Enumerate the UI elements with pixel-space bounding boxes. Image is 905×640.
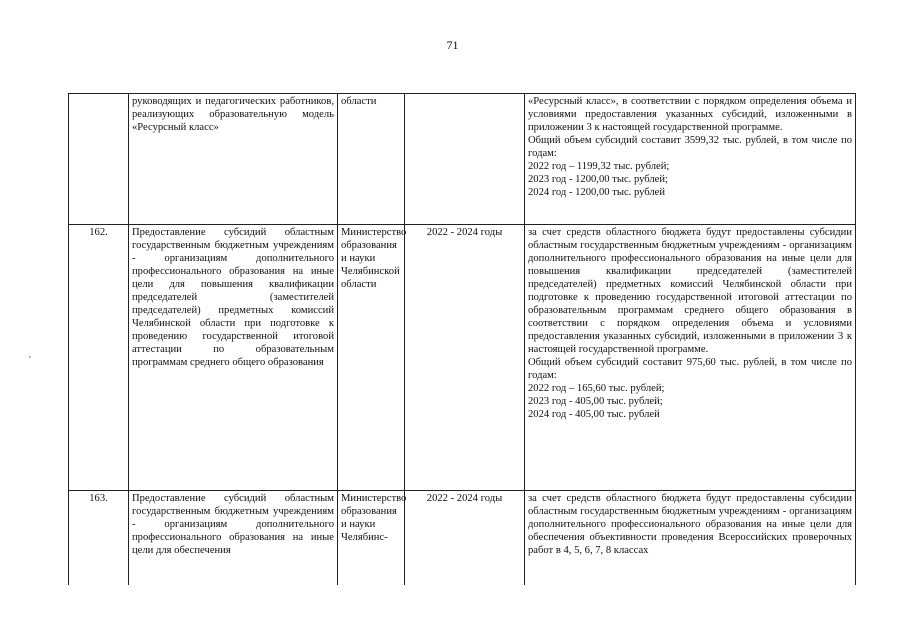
- row-number: 162.: [69, 225, 129, 491]
- row-number: [69, 94, 129, 225]
- measure-description: [525, 94, 856, 225]
- measure-name: Предоставление субсидий областным государственным бюджетным учреждениям - организациям дополнительного профессионального образования на иные цели для повышения квалификации председателей (заместителей председателей) предметных комиссий Челябинской области при подготовке к проведению государственной итоговой аттестации по образовательным программам среднего общего образования: [129, 225, 338, 491]
- table-row: [69, 491, 856, 585]
- program-table: [68, 93, 856, 585]
- row-number: 163.: [69, 491, 129, 585]
- description-line: за счет средств областного бюджета будут предоставлены субсидии областным государственным бюджетным учреждениям - организациям дополнительного профессионального образования на иные цели для повышения квалификации председателей (заместителей председателей) предметных комиссий Челябинской области при подготовке к проведению государственной итоговой аттестации по образовательным программам среднего общего образования в соответствии с порядком определения объема и условиями предоставления указанных субсидий, изложенными в приложении 3 к настоящей государственной программе.: [528, 227, 852, 355]
- measure-name: Предоставление субсидий областным государственным бюджетным учреждениям - организациям дополнительного профессионального образования на иные цели для обеспечения: [129, 491, 338, 585]
- description-line: 2022 год – 165,60 тыс. рублей;: [528, 383, 665, 394]
- description-line: за счет средств областного бюджета будут предоставлены субсидии областным государственным бюджетным учреждениям - организациям дополнительного профессионального образования на иные цели для обеспечения объективности проведения Всероссийских проверочных работ в 4, 5, 6, 7, 8 классах: [528, 493, 852, 556]
- description-line: 2022 год – 1199,32 тыс. рублей;: [528, 161, 670, 172]
- period: [405, 94, 525, 225]
- margin-mark: ': [29, 355, 31, 366]
- executor: Министерство образования и науки Челябинс-: [338, 491, 405, 585]
- description-line: Общий объем субсидий составит 975,60 тыс. рублей, в том числе по годам:: [528, 357, 852, 381]
- table-row: [69, 225, 856, 491]
- executor: Министерство образования и науки Челябинской области: [338, 225, 405, 491]
- period: 2022 - 2024 годы: [405, 491, 525, 585]
- measure-description: [525, 225, 856, 491]
- period: 2022 - 2024 годы: [405, 225, 525, 491]
- measure-name: руководящих и педагогических работников, реализующих образовательную модель «Ресурсный класс»: [129, 94, 338, 225]
- description-line: Общий объем субсидий составит 3599,32 тыс. рублей, в том числе по годам:: [528, 135, 852, 159]
- page-number: 71: [446, 38, 459, 52]
- description-line: 2024 год - 405,00 тыс. рублей: [528, 409, 660, 420]
- description-line: 2023 год - 405,00 тыс. рублей;: [528, 396, 663, 407]
- description-line: 2024 год - 1200,00 тыс. рублей: [528, 187, 666, 198]
- executor: области: [338, 94, 405, 225]
- table-row: [69, 94, 856, 225]
- description-line: «Ресурсный класс», в соответствии с порядком определения объема и условиями предоставления указанных субсидий, изложенными в приложении 3 к настоящей государственной программе.: [528, 96, 852, 133]
- description-line: 2023 год - 1200,00 тыс. рублей;: [528, 174, 668, 185]
- measure-description: [525, 491, 856, 585]
